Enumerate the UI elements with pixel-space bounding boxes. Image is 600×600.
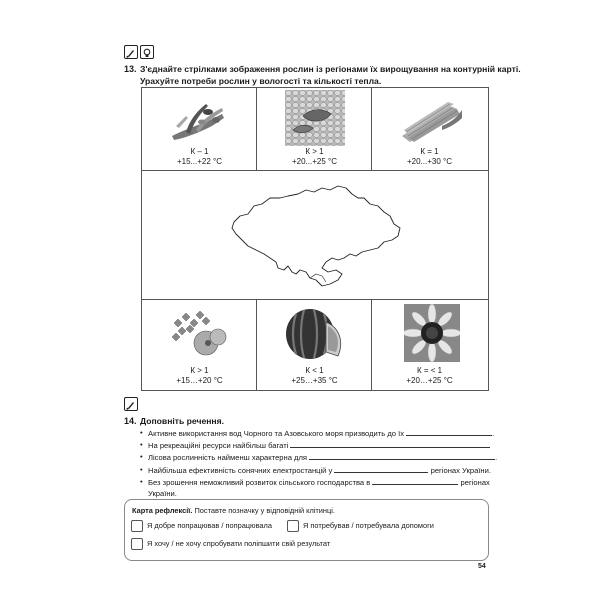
corn-k: К = 1 [420, 147, 439, 156]
task-14-title: Доповніть речення. [140, 416, 225, 426]
watermelon-photo [282, 306, 348, 362]
task-13-number: 13. [124, 64, 137, 74]
sentence-4: • Найбільша ефективність сонячних електростанцій у регіонах України. [140, 464, 500, 476]
option-worked-well: Я добре попрацював / попрацювала [147, 521, 272, 530]
buckwheat-k: К > 1 [190, 366, 209, 375]
flax-k: К – 1 [190, 147, 209, 156]
page-number: 54 [478, 563, 486, 570]
corn-temp: +20...+30 °С [406, 157, 452, 166]
checkbox-improve-result[interactable] [131, 538, 143, 550]
task-14-sentences [140, 427, 500, 499]
sentence-2: • На рекреаційні ресурси найбільш багаті [140, 439, 500, 451]
sentence-3: • Лісова рослинність найменш характерна для . [140, 451, 500, 463]
soybean-k: К > 1 [305, 147, 324, 156]
lightbulb-icon [140, 45, 154, 59]
watermelon-k: К < 1 [305, 366, 324, 375]
answer-blank-4[interactable] [334, 464, 428, 473]
sunflower-temp: +20…+25 °С [406, 376, 453, 385]
ukraine-contour-map[interactable] [226, 176, 406, 296]
soybean-temp: +20...+25 °С [291, 157, 337, 166]
buckwheat-temp: +15…+20 °С [176, 376, 223, 385]
checkbox-needed-help[interactable] [287, 520, 299, 532]
plants-map-grid [141, 87, 489, 391]
answer-blank-2[interactable] [290, 439, 490, 448]
flax-photo [166, 92, 234, 144]
task-13-line1: З'єднайте стрілками зображення рослин із регіонами їх вирощування на контурній карті. [140, 64, 521, 74]
task-13-line2: Урахуйте потреби рослин у вологості та кількості тепла. [140, 76, 382, 86]
pen-task-icon [124, 45, 138, 59]
answer-blank-5[interactable] [372, 476, 458, 485]
flax-temp: +15...+22 °С [176, 157, 222, 166]
watermelon-temp: +25…+35 °С [291, 376, 338, 385]
sentence-1: • Активне використання вод Чорного та Азовського моря призводить до їх . [140, 427, 500, 439]
sentence-5-cont: України. [148, 489, 177, 499]
reflection-heading: Карта рефлексії. Поставте позначку у відповідній клітинці. [132, 506, 335, 515]
task-14-number: 14. [124, 416, 137, 426]
sunflower-k: К = < 1 [416, 366, 443, 375]
sunflower-photo [404, 304, 460, 362]
option-needed-help: Я потребував / потребувала допомоги [303, 521, 434, 530]
reflection-card [124, 499, 489, 561]
soybean-photo [285, 90, 345, 146]
checkbox-worked-well[interactable] [131, 520, 143, 532]
sentence-5: • Без зрошення неможливий розвиток сільського господарства в регіонах [140, 476, 500, 488]
pen-task-icon [124, 397, 138, 411]
buckwheat-photo [168, 307, 230, 359]
answer-blank-3[interactable] [309, 451, 495, 460]
answer-blank-1[interactable] [406, 427, 492, 436]
corn-photo [398, 96, 464, 144]
option-improve-result: Я хочу / не хочу спробувати поліпшити свій результат [147, 539, 331, 548]
